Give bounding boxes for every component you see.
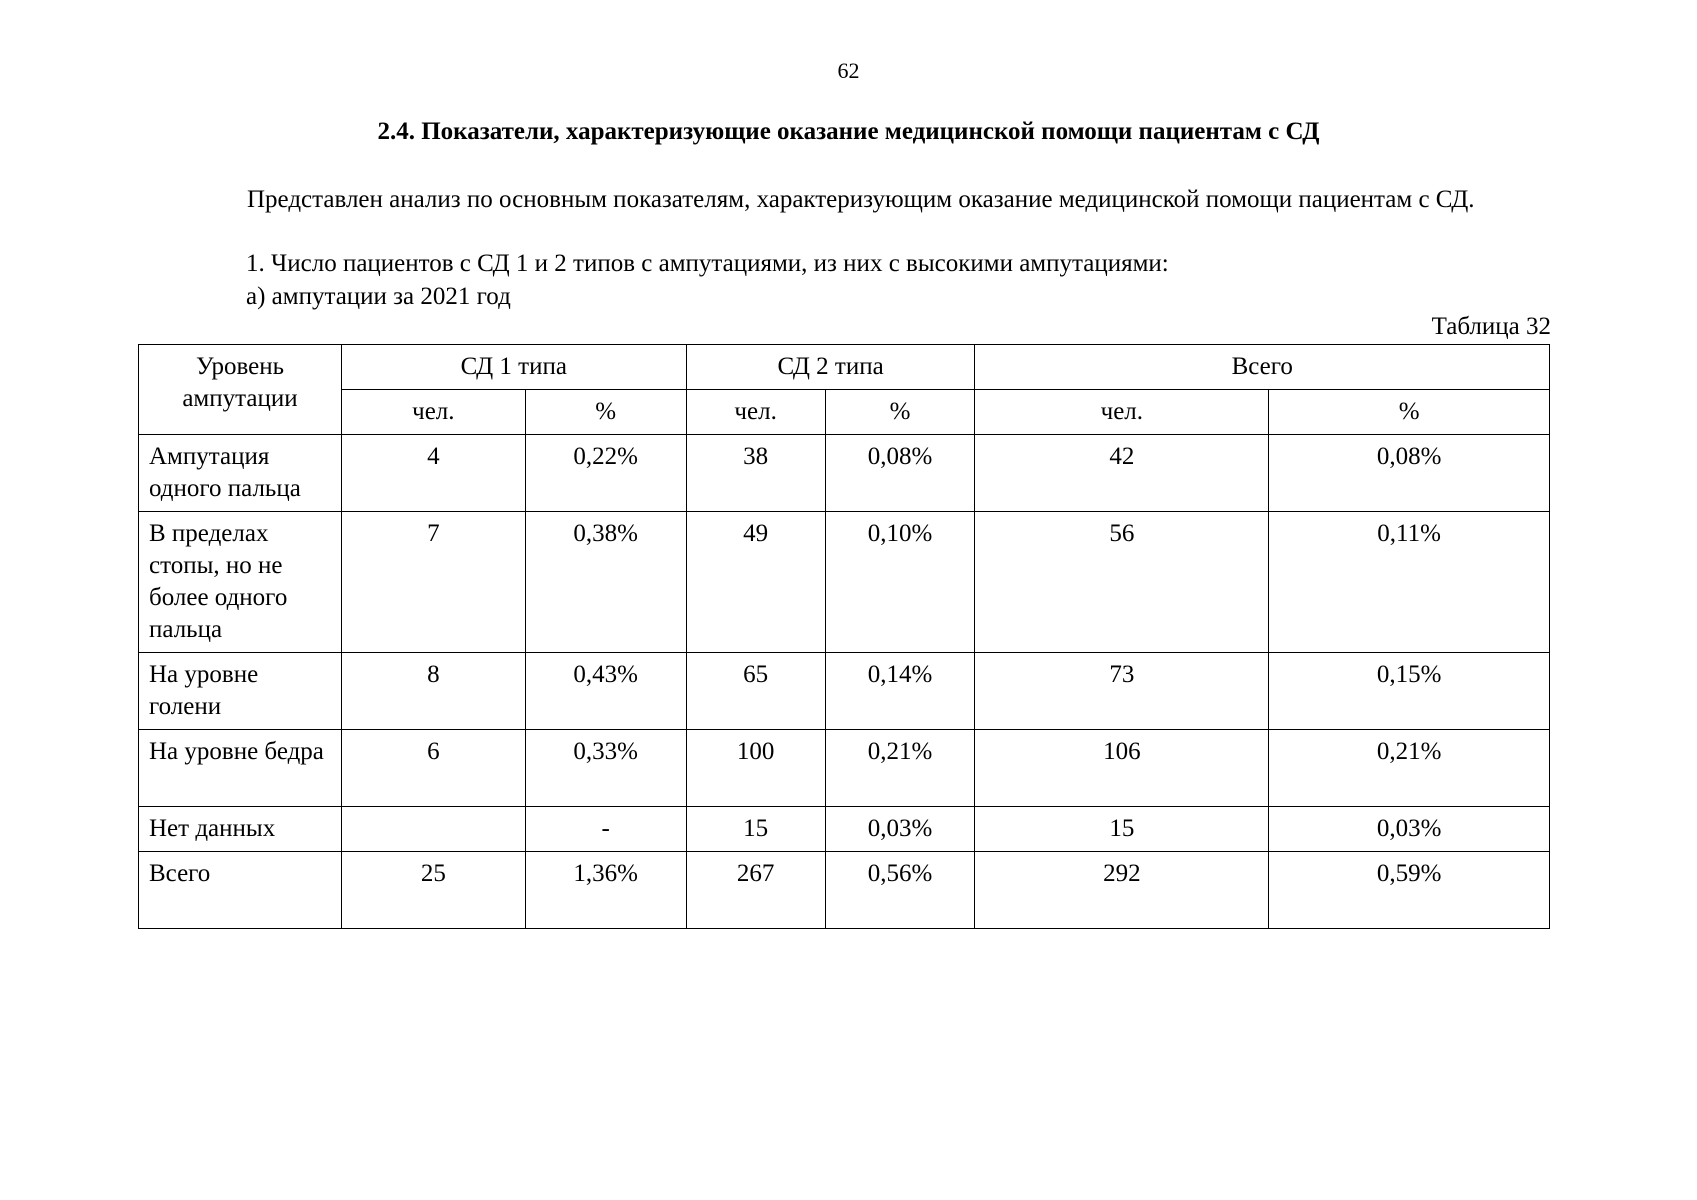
cell-type2-count: 65 bbox=[686, 653, 825, 730]
header-total: Всего bbox=[975, 345, 1550, 390]
cell-total-count: 15 bbox=[975, 807, 1269, 852]
cell-type1-count: 7 bbox=[341, 512, 525, 653]
cell-total-percent: 0,11% bbox=[1269, 512, 1550, 653]
subheader-percent: % bbox=[825, 390, 975, 435]
subheader-persons: чел. bbox=[975, 390, 1269, 435]
cell-type2-count: 15 bbox=[686, 807, 825, 852]
section-title: 2.4. Показатели, характеризующие оказание медицинской помощи пациентам с СД bbox=[377, 118, 1320, 145]
cell-type1-count bbox=[341, 807, 525, 852]
cell-total-percent: 0,21% bbox=[1269, 730, 1550, 807]
row-label: Всего bbox=[139, 852, 342, 929]
cell-total-count: 292 bbox=[975, 852, 1269, 929]
cell-type1-percent: 0,43% bbox=[525, 653, 686, 730]
subheader-percent: % bbox=[525, 390, 686, 435]
table-subheader-row bbox=[139, 390, 1550, 435]
row-label: На уровне голени bbox=[139, 653, 342, 730]
cell-type1-percent: 0,38% bbox=[525, 512, 686, 653]
subheader-percent: % bbox=[1269, 390, 1550, 435]
header-type-1: СД 1 типа bbox=[341, 345, 686, 390]
intro-paragraph: Представлен анализ по основным показателям, характеризующим оказание медицинской помощи пациентам с СД. bbox=[247, 186, 1475, 213]
cell-type2-count: 49 bbox=[686, 512, 825, 653]
cell-type1-percent: 0,33% bbox=[525, 730, 686, 807]
table-header-row bbox=[139, 345, 1550, 390]
list-item-1a: а) ампутации за 2021 год bbox=[246, 283, 511, 310]
cell-total-count: 56 bbox=[975, 512, 1269, 653]
cell-total-count: 106 bbox=[975, 730, 1269, 807]
table-caption: Таблица 32 bbox=[1431, 313, 1551, 340]
cell-total-percent: 0,08% bbox=[1269, 435, 1550, 512]
cell-type2-percent: 0,08% bbox=[825, 435, 975, 512]
table-row bbox=[139, 512, 1550, 653]
cell-type1-count: 25 bbox=[341, 852, 525, 929]
page-number: 62 bbox=[837, 58, 860, 83]
cell-type1-percent: 0,22% bbox=[525, 435, 686, 512]
subheader-persons: чел. bbox=[686, 390, 825, 435]
cell-type1-percent: - bbox=[525, 807, 686, 852]
subheader-persons: чел. bbox=[341, 390, 525, 435]
table-row bbox=[139, 807, 1550, 852]
cell-total-count: 73 bbox=[975, 653, 1269, 730]
row-label: Ампутация одного пальца bbox=[139, 435, 342, 512]
intro-paragraph-block bbox=[173, 184, 1551, 216]
row-label: В пределах стопы, но не более одного пальца bbox=[139, 512, 342, 653]
list-item-1: 1. Число пациентов с СД 1 и 2 типов с ампутациями, из них с высокими ампутациями: bbox=[246, 250, 1169, 277]
header-level: Уровень ампутации bbox=[139, 345, 342, 435]
cell-type2-percent: 0,14% bbox=[825, 653, 975, 730]
row-label: Нет данных bbox=[139, 807, 342, 852]
table-row bbox=[139, 730, 1550, 807]
table-row-total bbox=[139, 852, 1550, 929]
cell-type1-count: 6 bbox=[341, 730, 525, 807]
cell-type2-percent: 0,21% bbox=[825, 730, 975, 807]
cell-type2-count: 100 bbox=[686, 730, 825, 807]
cell-type1-percent: 1,36% bbox=[525, 852, 686, 929]
cell-total-percent: 0,59% bbox=[1269, 852, 1550, 929]
amputation-table bbox=[138, 344, 1550, 929]
header-type-2: СД 2 типа bbox=[686, 345, 975, 390]
cell-type2-count: 267 bbox=[686, 852, 825, 929]
table-row bbox=[139, 653, 1550, 730]
cell-total-count: 42 bbox=[975, 435, 1269, 512]
table-row bbox=[139, 435, 1550, 512]
cell-total-percent: 0,03% bbox=[1269, 807, 1550, 852]
cell-type2-count: 38 bbox=[686, 435, 825, 512]
cell-type2-percent: 0,56% bbox=[825, 852, 975, 929]
cell-total-percent: 0,15% bbox=[1269, 653, 1550, 730]
cell-type2-percent: 0,10% bbox=[825, 512, 975, 653]
cell-type1-count: 8 bbox=[341, 653, 525, 730]
cell-type1-count: 4 bbox=[341, 435, 525, 512]
row-label: На уровне бедра bbox=[139, 730, 342, 807]
cell-type2-percent: 0,03% bbox=[825, 807, 975, 852]
